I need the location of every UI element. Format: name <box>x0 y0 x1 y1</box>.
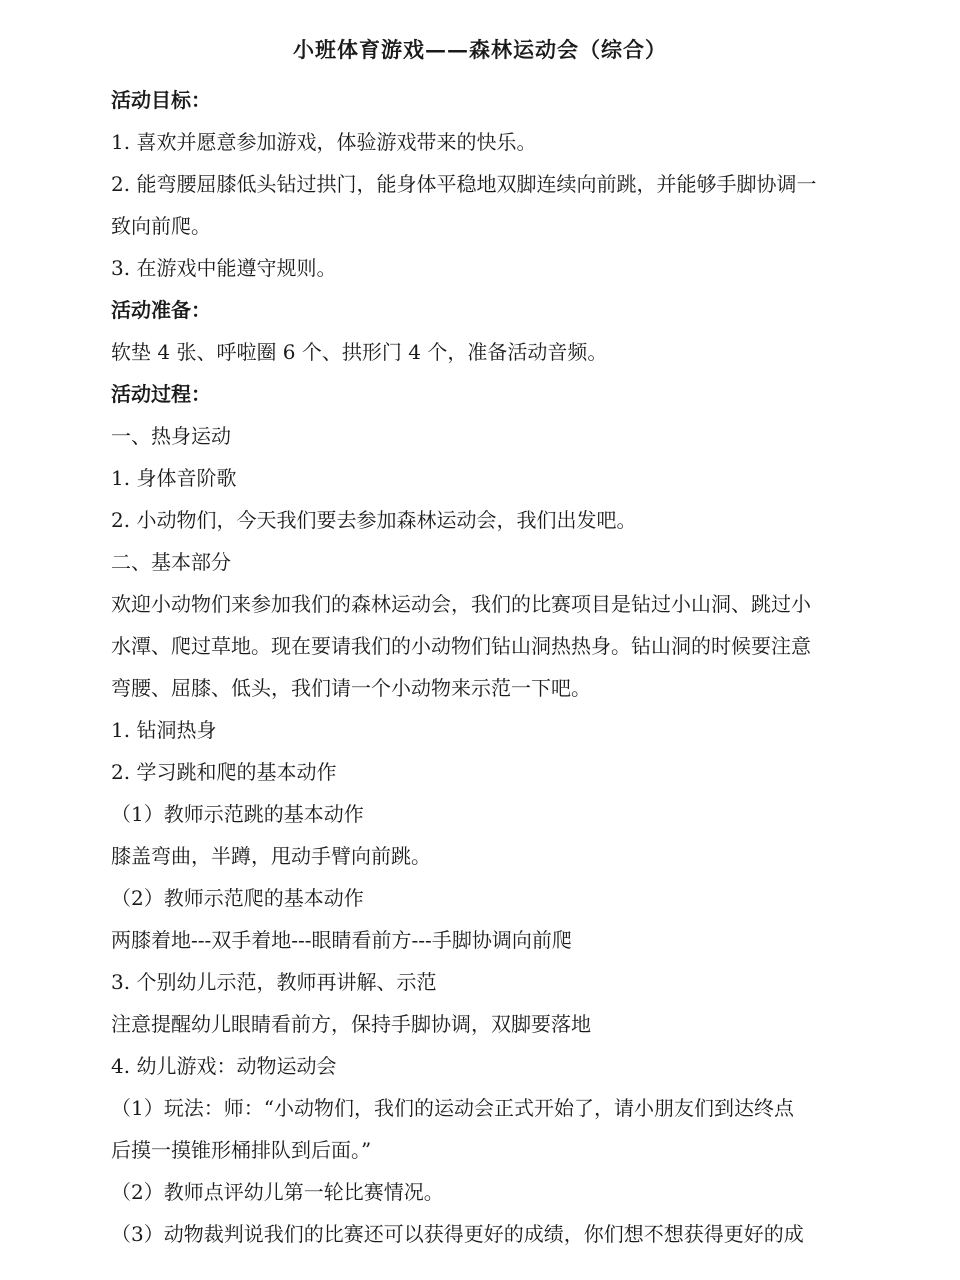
body-line: 膝盖弯曲，半蹲，甩动手臂向前跳。 <box>111 844 431 868</box>
section-heading: 活动过程： <box>111 382 211 406</box>
body-line: 后摸一摸锥形桶排队到后面。” <box>111 1138 372 1162</box>
body-line: 3. 个别幼儿示范，教师再讲解、示范 <box>111 970 437 994</box>
section-heading: 活动目标： <box>111 88 211 112</box>
body-line: 水潭、爬过草地。现在要请我们的小动物们钻山洞热热身。钻山洞的时候要注意 <box>111 634 811 658</box>
body-line: 2. 学习跳和爬的基本动作 <box>111 760 337 784</box>
body-line: 2. 小动物们，今天我们要去参加森林运动会，我们出发吧。 <box>111 508 637 532</box>
body-line: （1）玩法：师：“小动物们，我们的运动会正式开始了，请小朋友们到达终点 <box>111 1096 794 1120</box>
document-title: 小班体育游戏——森林运动会（综合） <box>293 37 667 62</box>
body-line: 致向前爬。 <box>111 214 211 238</box>
body-line: 一、热身运动 <box>111 424 231 448</box>
body-line: 注意提醒幼儿眼睛看前方，保持手脚协调，双脚要落地 <box>111 1012 591 1036</box>
body-line: 欢迎小动物们来参加我们的森林运动会，我们的比赛项目是钻过小山洞、跳过小 <box>111 592 811 616</box>
body-line: 两膝着地---双手着地---眼睛看前方---手脚协调向前爬 <box>111 928 572 952</box>
body-line: 软垫 4 张、呼啦圈 6 个、拱形门 4 个，准备活动音频。 <box>111 340 608 364</box>
body-line: 弯腰、屈膝、低头，我们请一个小动物来示范一下吧。 <box>111 676 591 700</box>
body-line: 1. 身体音阶歌 <box>111 466 237 490</box>
body-line: （1）教师示范跳的基本动作 <box>111 802 364 826</box>
section-heading: 活动准备： <box>111 298 211 322</box>
body-line: 1. 喜欢并愿意参加游戏，体验游戏带来的快乐。 <box>111 130 537 154</box>
body-line: （2）教师点评幼儿第一轮比赛情况。 <box>111 1180 444 1204</box>
body-line: 2. 能弯腰屈膝低头钻过拱门，能身体平稳地双脚连续向前跳，并能够手脚协调一 <box>111 172 817 196</box>
body-line: 4. 幼儿游戏：动物运动会 <box>111 1054 337 1078</box>
body-line: 1. 钻洞热身 <box>111 718 217 742</box>
body-line: 二、基本部分 <box>111 550 231 574</box>
body-line: 3. 在游戏中能遵守规则。 <box>111 256 337 280</box>
body-line: （3）动物裁判说我们的比赛还可以获得更好的成绩，你们想不想获得更好的成 <box>111 1222 804 1246</box>
body-line: （2）教师示范爬的基本动作 <box>111 886 364 910</box>
